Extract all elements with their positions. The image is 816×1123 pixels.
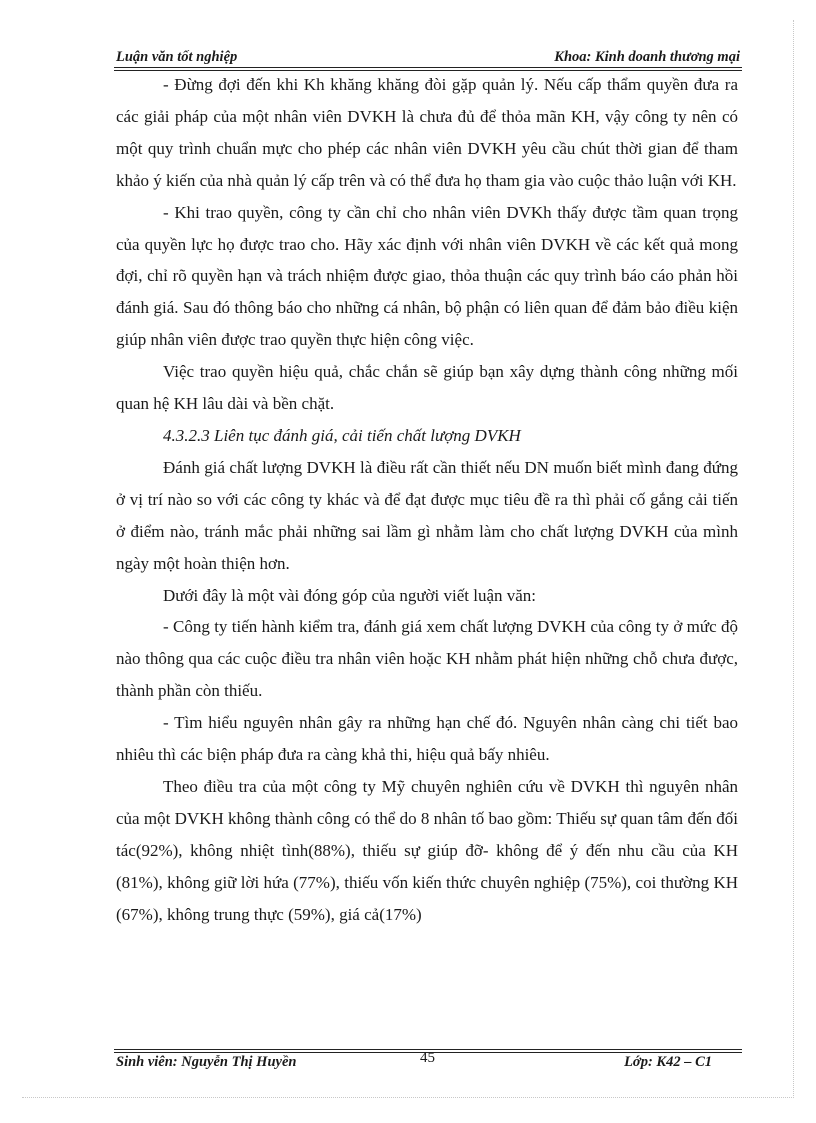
paragraph-empowerment: - Khi trao quyền, công ty cần chỉ cho nhân viên DVKh thấy được tầm quan trọng của quyền lực họ được trao cho. Hãy xác định với nhân viên DVKH về các kết quả mong đợi, chỉ rõ quyền hạn và trách nhiệm được giao, thỏa thuận các quy trình báo cáo phản hồi đánh giá. Sau đó thông báo cho những cá nhân, bộ phận có liên quan để đảm bảo điều kiện giúp nhân viên được trao quyền thực hiện công việc.: [116, 202, 738, 350]
header-thesis-title: Luận văn tốt nghiệp: [116, 49, 238, 65]
section-heading: 4.3.2.3 Liên tục đánh giá, cải tiến chất lượng DVKH: [163, 425, 521, 445]
page-edge-bottom: [22, 1097, 794, 1098]
body-text: [116, 69, 738, 930]
paragraph-empowerment-result: Việc trao quyền hiệu quả, chắc chắn sẽ giúp bạn xây dựng thành công những mối quan hệ KH lâu dài và bền chặt.: [116, 362, 738, 414]
footer-class: Lớp: K42 – C1: [624, 1054, 712, 1070]
paragraph-survey-factors: Theo điều tra của một công ty Mỹ chuyên nghiên cứu về DVKH thì nguyên nhân của một DVKH không thành công có thể do 8 nhân tố bao gồm: Thiếu sự quan tâm đến đối tác(92%), không nhiệt tình(88%), thiếu sự giúp đỡ- không để ý đến nhu cầu của KH (81%), không giữ lời hứa (77%), thiếu vốn kiến thức chuyên nghiệp (75%), coi thường KH (67%), không trung thực (59%), giá cả(17%): [116, 776, 738, 924]
paragraph-contributions-intro: Dưới đây là một vài đóng góp của người viết luận văn:: [163, 585, 537, 605]
paragraph-contribution-check: - Công ty tiến hành kiểm tra, đánh giá xem chất lượng DVKH của công ty ở mức độ nào thông qua các cuộc điều tra nhân viên hoặc KH nhằm phát hiện những chỗ chưa được, thành phần còn thiếu.: [116, 617, 738, 701]
header-rule: [114, 67, 742, 68]
page-number: 45: [420, 1050, 435, 1066]
page-footer: [116, 1050, 740, 1076]
page-header: [116, 49, 740, 66]
paragraph-contribution-causes: - Tìm hiểu nguyên nhân gây ra những hạn chế đó. Nguyên nhân càng chi tiết bao nhiêu thì các biện pháp đưa ra càng khả thi, hiệu quả bấy nhiêu.: [116, 713, 738, 765]
page-edge-right: [793, 20, 794, 1098]
paragraph-evaluation: Đánh giá chất lượng DVKH là điều rất cần thiết nếu DN muốn biết mình đang đứng ở vị trí nào so với các công ty khác và để đạt được mục tiêu đề ra thì phải cố gắng cải tiến ở điểm nào, tránh mắc phải những sai lầm gì nhằm làm cho chất lượng DVKH của mình ngày một hoàn thiện hơn.: [116, 457, 738, 573]
paragraph-escalation: - Đừng đợi đến khi Kh khăng khăng đòi gặp quản lý. Nếu cấp thẩm quyền đưa ra các giải pháp của một nhân viên DVKH là chưa đủ để thỏa mãn KH, vậy công ty nên có một quy trình chuẩn mực cho phép các nhân viên DVKH yêu cầu chút thời gian để tham khảo ý kiến của nhà quản lý cấp trên và có thể đưa họ tham gia vào cuộc thảo luận với KH.: [116, 75, 738, 190]
footer-student-name: Sinh viên: Nguyễn Thị Huyền: [116, 1054, 297, 1070]
header-faculty: Khoa: Kinh doanh thương mại: [554, 49, 740, 65]
